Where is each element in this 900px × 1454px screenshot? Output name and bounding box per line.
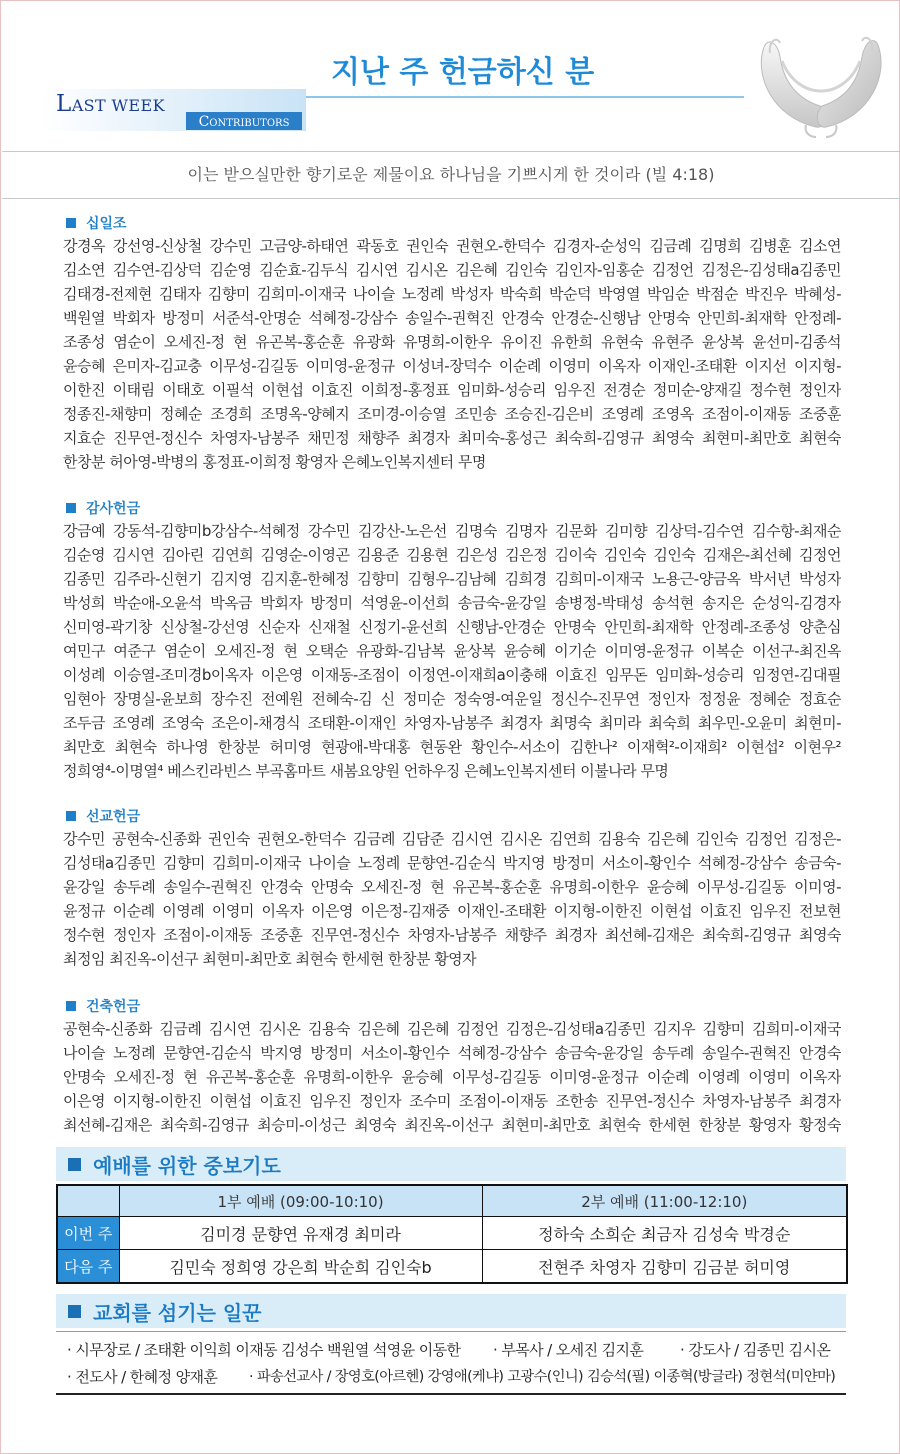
- contributor-line: 김순영 김시연 김아린 김연희 김영순-이영곤 김용준 김용현 김은성 김은정 김이숙 김인숙 김인숙 김재은-최선혜 김정언: [63, 546, 841, 564]
- contributor-line: 최만호 최현숙 하나영 한창분 허미영 현광애-박대홍 현동완 황인수-서소이 김한나² 이재혁²-이재희² 이현섭² 이현우²: [63, 738, 841, 756]
- contributor-line: 이한진 이태림 이태호 이필석 이현섭 이효진 이희정-홍정표 임미화-성승리 임우진 전경순 정미순-양재길 정수현 정인자: [63, 381, 841, 399]
- worker-group-elders: · 시무장로 / 조태환 이익희 이재동 김성수 백원열 석영윤 이동한: [67, 1341, 461, 1359]
- contributor-line: 박성희 박순애-오윤석 박옥금 박회자 방정미 석영윤-이선희 송금숙-윤강일 송병정-박태성 송석현 송지은 순성익-김경자: [63, 594, 841, 612]
- contributor-line: 강수민 공현숙-신종화 권인숙 권현오-한덕수 김금례 김담준 김시연 김시온 김연희 김용숙 김은혜 김인숙 김정언 김정은-: [63, 830, 841, 848]
- table-cell: 정하숙 소희순 최금자 김성숙 박경순: [482, 1217, 847, 1250]
- contributor-line: 이은영 이지형-이한진 이현섭 이효진 임우진 정인자 조수미 조점이-이재동 조한송 진무연-정신수 차영자-남봉주 최경자: [63, 1092, 841, 1110]
- contributor-line: 윤강일 송두례 송일수-권혁진 안경숙 안명숙 오세진-정 현 유곤복-홍순훈 유명희-이한우 윤승혜 이무성-김길동 이미영-: [63, 878, 841, 896]
- contributor-line: 조두금 조영례 조영숙 조은이-채경식 조태환-이재인 차영자-남봉주 최경자 최명숙 최미라 최숙희 최우민-오윤미 최현미-: [63, 714, 841, 732]
- prayer-table: [56, 1184, 848, 1284]
- table-cell: 김민숙 정희영 강은희 박순희 김인숙b: [119, 1250, 482, 1284]
- worker-group-associate-pastors: · 부목사 / 오세진 김지훈: [493, 1341, 644, 1359]
- worker-group-missionaries: · 파송선교사 / 장영호(아르헨) 강영애(케냐) 고광수(인니) 김승석(필) 이종혁(방글라) 정현석(미얀마): [249, 1369, 836, 1385]
- worker-group-evangelists: · 전도사 / 한혜정 양재훈: [67, 1368, 218, 1386]
- worker-group-preachers: · 강도사 / 김종민 김시온: [680, 1341, 831, 1359]
- section-title: 선교헌금: [86, 809, 141, 825]
- contributor-line: 공현숙-신종화 김금례 김시연 김시온 김용숙 김은혜 김은혜 김정언 김정은-김성태a김종민 김지우 김향미 김희미-이재국: [63, 1020, 841, 1038]
- section-heading-mission: [63, 805, 841, 827]
- prayer-section-bar: [56, 1147, 846, 1181]
- contributor-line: 윤승혜 은미자-김교충 이무성-김길동 이미영-윤정규 이성녀-장덕수 이순례 이영미 이옥자 이재인-조태환 이지선 이지형-: [63, 357, 841, 375]
- verse-top-rule: [2, 151, 900, 152]
- contributor-line: 강금예 강동석-김향미b강삼수-석혜정 강수민 김강산-노은선 김명숙 김명자 김문화 김미향 김상덕-김수연 김수항-최재순: [63, 522, 841, 540]
- contributor-line: 김종민 김주라-신현기 김지영 김지훈-한혜정 김향미 김형우-김남혜 김희경 김희미-이재국 노용근-양금옥 박서년 박성자: [63, 570, 841, 588]
- table-cell: 김미경 문향연 유재경 최미라: [119, 1217, 482, 1250]
- row-label-this-week: 이번 주: [57, 1217, 119, 1250]
- section-title: 십일조: [86, 216, 127, 232]
- square-bullet-icon: [66, 218, 76, 228]
- section-heading-tithe: [63, 212, 841, 234]
- workers-section-bar: [56, 1294, 846, 1328]
- square-bullet-icon: [66, 503, 76, 513]
- header-label-last-week: LAST WEEK: [56, 91, 165, 117]
- header-rule: [306, 96, 744, 98]
- hands-icon: [746, 13, 896, 138]
- table-row: [57, 1217, 847, 1250]
- section-building: [63, 995, 841, 1137]
- square-bullet-icon: [66, 811, 76, 821]
- column-header-second-service: 2부 예배 (11:00-12:10): [482, 1185, 847, 1217]
- square-bullet-icon: [66, 1001, 76, 1011]
- square-bullet-icon: [68, 1158, 81, 1171]
- contributor-line: 이성례 이승열-조미경b이옥자 이은영 이재동-조점이 이정연-이재희a이충해 이효진 임무돈 임미화-성승리 임정연-김대필: [63, 666, 841, 684]
- section-heading-building: [63, 995, 841, 1017]
- row-label-next-week: 다음 주: [57, 1250, 119, 1284]
- header-label-contributors: CONTRIBUTORS: [186, 112, 302, 130]
- table-row: [57, 1250, 847, 1284]
- contributor-line: 조종성 염순이 오세진-정 현 유곤복-홍순훈 유광화 유명희-이한우 유이진 유한희 유현숙 유현주 윤상복 윤선미-김종석: [63, 333, 841, 351]
- contributor-line: 김태경-전제현 김태자 김향미 김희미-이재국 나이슬 노정례 박성자 박숙희 박순덕 박영열 박임순 박점순 박진우 박혜성-: [63, 285, 841, 303]
- contributor-line: 최선혜-김재은 최숙희-김영규 최승미-이성근 최영숙 최진옥-이선구 최현미-최만호 최현숙 한세현 한창분 황영자 황정숙: [63, 1116, 841, 1134]
- workers-list: [56, 1331, 846, 1395]
- contributor-line: 안명숙 오세진-정 현 유곤복-홍순훈 유명희-이한우 윤승혜 이무성-김길동 이미영-윤정규 이순례 이영례 이영미 이옥자: [63, 1068, 841, 1086]
- section-heading-thanksgiving: [63, 497, 841, 519]
- contributor-line: 윤정규 이순례 이영례 이영미 이옥자 이은영 이은정-김재중 이재인-조태환 이지형-이한진 이현섭 이효진 임우진 전보현: [63, 902, 841, 920]
- contributor-line: 김소연 김수연-김상덕 김순영 김순효-김두식 김시연 김시온 김은혜 김인숙 김인자-임홍순 김정언 김정은-김성태a김종민: [63, 261, 841, 279]
- page-title: 지난 주 헌금하신 분: [331, 55, 595, 90]
- section-tithe: [63, 212, 841, 474]
- contributor-line: 신미영-곽기창 신상철-강선영 신순자 신재철 신정기-윤선희 신행남-안경순 안명숙 안민희-최재학 안정례-조종성 양춘심: [63, 618, 841, 636]
- prayer-table-header-row: [57, 1185, 847, 1217]
- square-bullet-icon: [68, 1305, 81, 1318]
- verse-bottom-rule: [2, 198, 900, 199]
- section-title: 건축헌금: [86, 999, 141, 1015]
- section-title: 감사헌금: [86, 501, 141, 517]
- prayer-section-title: 예배를 위한 중보기도: [93, 1153, 281, 1178]
- workers-section-title: 교회를 섬기는 일꾼: [93, 1300, 262, 1325]
- contributor-line: 임현아 장명실-윤보희 장수진 전예원 전혜숙-김 신 정미순 정숙영-여운일 정신수-진무연 정인자 정정윤 정혜순 정효순: [63, 690, 841, 708]
- contributor-line: 백원열 박회자 방정미 서준석-안명순 석혜정-강삼수 송일수-권혁진 안경숙 안경순-신행남 안명숙 안민희-최재학 안정례-: [63, 309, 841, 327]
- column-header-first-service: 1부 예배 (09:00-10:10): [119, 1185, 482, 1217]
- contributor-line: 김성태a김종민 김향미 김희미-이재국 나이슬 노정례 문향연-김순식 박지영 방정미 서소이-황인수 석혜정-강삼수 송금숙-: [63, 854, 841, 872]
- table-cell: 전현주 차영자 김향미 김금분 허미영: [482, 1250, 847, 1284]
- table-corner-cell: [57, 1185, 119, 1217]
- contributor-line: 정종진-채향미 정혜순 조경희 조명옥-양혜지 조미경-이승열 조민송 조승진-김은비 조영례 조영옥 조점이-이재동 조중훈: [63, 405, 841, 423]
- contributor-line: 정희영⁴-이명열⁴ 베스킨라빈스 부곡홈마트 새봄요양원 언하우징 은혜노인복지센터 이불나라 무명: [63, 762, 669, 780]
- contributor-line: 여민구 여준구 염순이 오세진-정 현 오택순 유광화-김남복 윤상복 윤승혜 이기순 이미영-윤정규 이복순 이선구-최진옥: [63, 642, 841, 660]
- section-thanksgiving: [63, 497, 841, 783]
- scripture-verse: 이는 받으실만한 향기로운 제물이요 하나님을 기쁘시게 한 것이라 (빌 4:18): [187, 165, 715, 184]
- contributor-line: 강경옥 강선영-신상철 강수민 고금양-하태연 곽동호 권인숙 권현오-한덕수 김경자-순성익 김금례 김명희 김병훈 김소연: [63, 237, 841, 255]
- section-mission: [63, 805, 841, 971]
- contributor-line: 지효순 진무연-정신수 차영자-남봉주 채민정 채향주 최경자 최미숙-홍성근 최숙희-김영규 최영숙 최현미-최만호 최현숙: [63, 429, 841, 447]
- contributor-line: 정수현 정인자 조점이-이재동 조중훈 진무연-정신수 차영자-남봉주 채향주 최경자 최선혜-김재은 최숙희-김영규 최영숙: [63, 926, 841, 944]
- contributor-line: 최정임 최진옥-이선구 최현미-최만호 최현숙 한세현 한창분 황영자: [63, 950, 477, 968]
- contributor-line: 나이슬 노정례 문향연-김순식 박지영 방정미 서소이-황인수 석혜정-강삼수 송금숙-윤강일 송두례 송일수-권혁진 안경숙: [63, 1044, 841, 1062]
- contributor-line: 한창분 허아영-박병의 홍정표-이희정 황영자 은혜노인복지센터 무명: [63, 453, 486, 471]
